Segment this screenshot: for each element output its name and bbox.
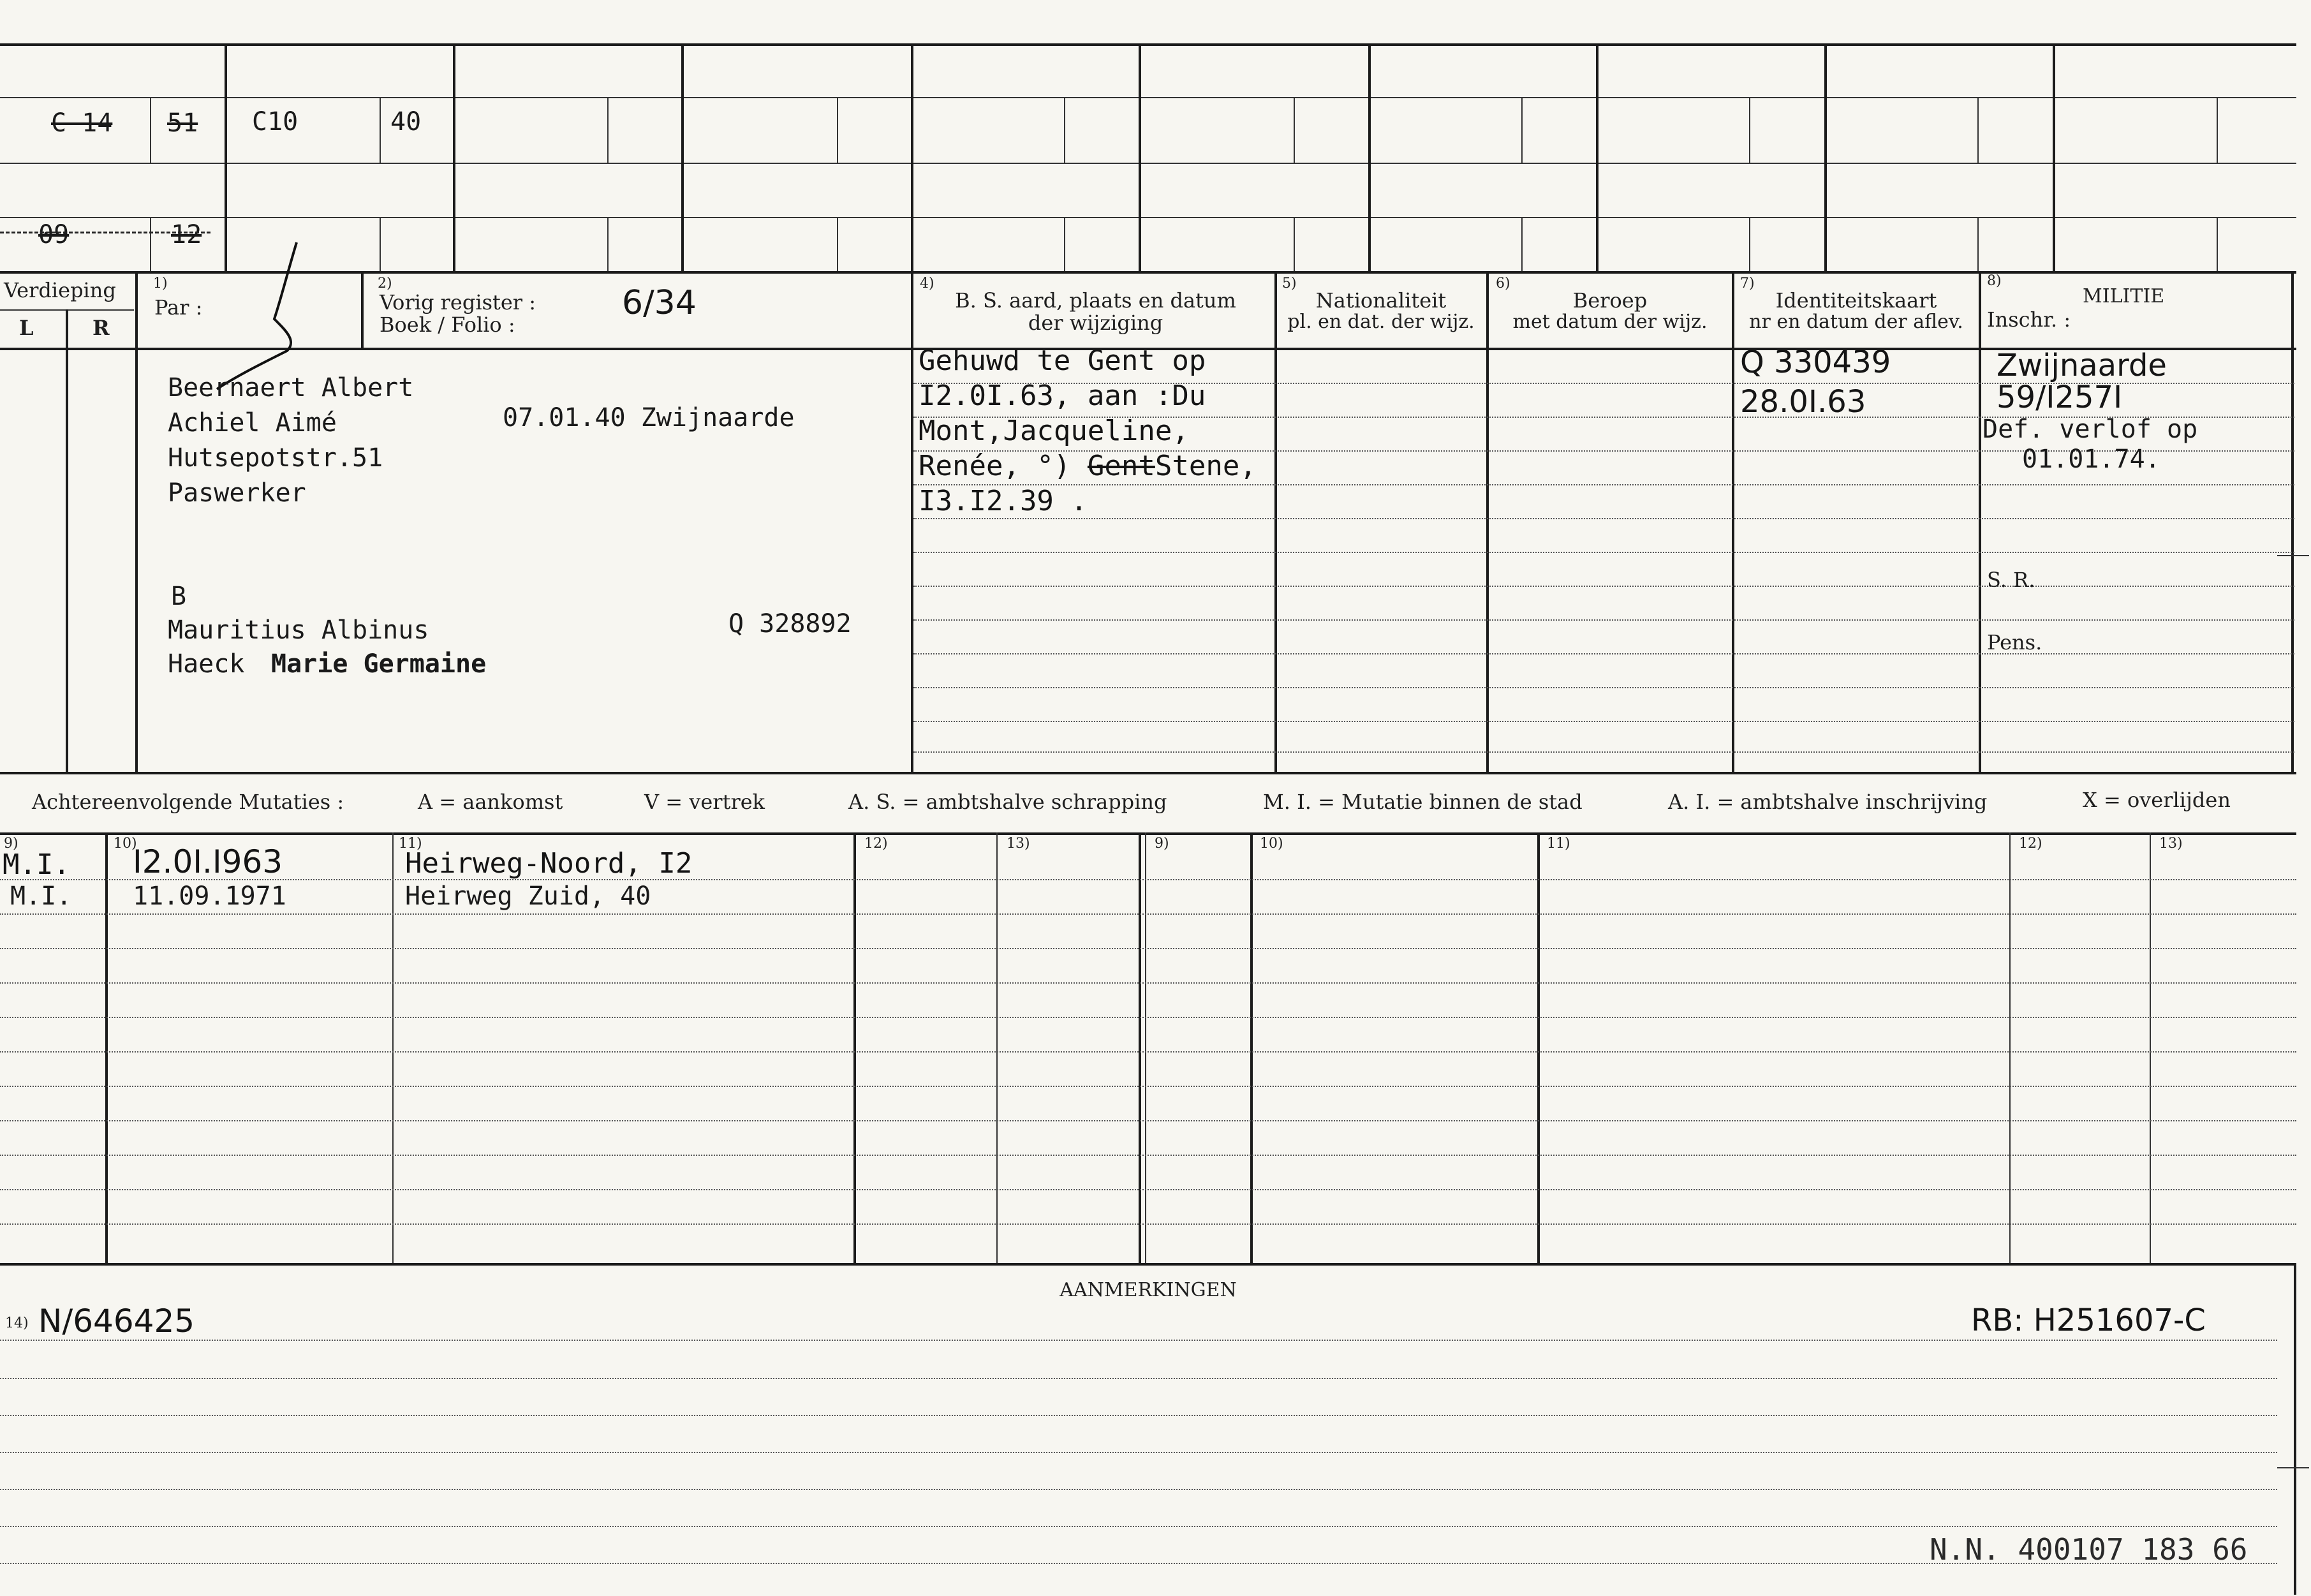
rule xyxy=(1749,97,1750,163)
rule xyxy=(0,948,2296,949)
rule xyxy=(1824,43,1827,271)
militie-header: MILITIE xyxy=(2083,285,2165,307)
rule xyxy=(1368,43,1371,271)
rule xyxy=(1139,43,1141,271)
rule xyxy=(913,518,2294,519)
id-card-number: Q 330439 xyxy=(1740,344,1891,380)
mutation-col-number: 13) xyxy=(2159,836,2183,852)
rule xyxy=(913,751,2294,753)
person-second-name: Achiel Aimé xyxy=(168,408,337,438)
rule xyxy=(2277,555,2309,556)
inschr-label: Inschr. : xyxy=(1987,307,2071,332)
rule xyxy=(0,1189,2296,1190)
col6-number: 6) xyxy=(1496,276,1510,292)
mutation-type: M.I. xyxy=(3,848,70,881)
rule xyxy=(0,1415,2277,1416)
mother-name: Marie Germaine xyxy=(271,649,487,679)
col8-number: 8) xyxy=(1987,273,2002,289)
rule xyxy=(0,1526,2277,1527)
rule xyxy=(380,97,381,163)
rule xyxy=(2150,832,2151,1263)
nationaliteit-header-line2: pl. en dat. der wijz. xyxy=(1287,311,1475,333)
rule xyxy=(1064,217,1065,271)
rule xyxy=(0,97,2296,98)
person-name: Beernaert Albert xyxy=(168,373,414,403)
civil-line-2: I2.0I.63, aan :Du xyxy=(919,380,1206,412)
rule xyxy=(1596,43,1599,271)
rule xyxy=(1486,271,1489,772)
rule xyxy=(911,43,913,271)
civil-line-4 xyxy=(919,450,1257,482)
rule xyxy=(837,217,838,271)
civil-line-4-struck: Gent xyxy=(1087,450,1155,482)
rule xyxy=(0,271,2296,274)
rule xyxy=(392,832,394,1263)
identiteitskaart-header-line1: Identiteitskaart xyxy=(1775,288,1937,313)
rule xyxy=(0,1378,2277,1379)
l-label: L xyxy=(19,316,34,340)
legend-as: A. S. = ambtshalve schrapping xyxy=(848,790,1167,814)
pens-label: Pens. xyxy=(1987,630,2042,654)
rule xyxy=(380,217,381,271)
mutation-date: 11.09.1971 xyxy=(133,882,286,911)
rule xyxy=(1749,217,1750,271)
top-cell-e: 09 xyxy=(38,220,70,249)
rule xyxy=(2053,43,2055,271)
mutation-col-number: 9) xyxy=(1155,836,1169,852)
hand-stroke-icon xyxy=(191,236,319,395)
father-id: Q 328892 xyxy=(728,609,852,639)
rule xyxy=(0,1263,2296,1266)
rule xyxy=(361,271,364,348)
mother-prefix: Haeck xyxy=(168,649,245,679)
civil-line-5: I3.I2.39 . xyxy=(919,485,1088,517)
rule xyxy=(0,982,2296,984)
militie-verlof: Def. verlof op xyxy=(1982,415,2198,444)
mutation-address: Heirweg-Noord, I2 xyxy=(405,847,693,880)
rule xyxy=(681,43,684,271)
mutation-col-number: 13) xyxy=(1007,836,1030,852)
rule xyxy=(913,687,2294,688)
civil-line-4-a: Renée, °) xyxy=(919,450,1088,482)
top-cell-b: 51 xyxy=(167,108,198,138)
rule xyxy=(0,1120,2296,1121)
rule xyxy=(150,97,151,163)
rule xyxy=(1145,832,1146,1263)
mutation-col-number: 10) xyxy=(1260,836,1283,852)
verdieping-label: Verdieping xyxy=(4,278,116,302)
rule xyxy=(0,1452,2277,1453)
rule xyxy=(105,832,108,1263)
remarks-left: N/646425 xyxy=(38,1303,195,1340)
person-birth: 07.01.40 Zwijnaarde xyxy=(503,403,795,432)
top-cell-d: 40 xyxy=(390,107,422,137)
bs-header-line1: B. S. aard, plaats en datum xyxy=(955,288,1236,313)
rule xyxy=(453,43,455,271)
rule xyxy=(911,271,913,772)
rule xyxy=(2217,97,2218,163)
rule xyxy=(0,1223,2296,1225)
rule xyxy=(2217,217,2218,271)
rule xyxy=(2294,1263,2296,1595)
rule xyxy=(0,879,2296,880)
rule xyxy=(135,271,138,772)
rule xyxy=(0,1340,2277,1341)
top-cell-a: C 14 xyxy=(51,108,113,138)
rule xyxy=(837,97,838,163)
rule xyxy=(607,217,609,271)
mutation-type: M.I. xyxy=(10,882,72,911)
rule xyxy=(1250,832,1253,1263)
legend-v: V = vertrek xyxy=(644,790,765,814)
mutation-col-number: 12) xyxy=(864,836,888,852)
rule xyxy=(1294,217,1295,271)
sr-label: S. R. xyxy=(1987,568,2035,592)
mutation-col-number: 11) xyxy=(399,836,422,852)
rule xyxy=(0,1086,2296,1087)
militie-place: Zwijnaarde xyxy=(1997,348,2167,383)
rule xyxy=(1537,832,1540,1263)
mutation-col-number: 10) xyxy=(114,836,137,852)
rule xyxy=(0,913,2296,915)
rule xyxy=(1521,217,1523,271)
rule xyxy=(913,619,2294,621)
remarks-number: 14) xyxy=(5,1315,29,1331)
mutation-date: I2.0I.I963 xyxy=(133,843,283,880)
col1-number: 1) xyxy=(153,276,168,292)
col5-number: 5) xyxy=(1282,276,1297,292)
legend-a: A = aankomst xyxy=(418,790,563,814)
mutation-address: Heirweg Zuid, 40 xyxy=(405,882,651,911)
militie-number: 59/I257I xyxy=(1997,380,2123,415)
civil-line-3: Mont,Jacqueline, xyxy=(919,415,1189,447)
r-label: R xyxy=(92,316,110,340)
rule xyxy=(1977,97,1979,163)
rule xyxy=(1274,271,1277,772)
top-cell-c: C10 xyxy=(252,107,299,137)
rule xyxy=(1064,97,1065,163)
rule xyxy=(996,832,998,1263)
col7-number: 7) xyxy=(1740,276,1755,292)
mutation-col-number: 12) xyxy=(2019,836,2042,852)
person-address: Hutsepotstr.51 xyxy=(168,443,383,473)
legend-title: Achtereenvolgende Mutaties : xyxy=(32,790,344,814)
rule xyxy=(1979,271,1981,772)
person-profession: Paswerker xyxy=(168,478,306,508)
rule xyxy=(1294,97,1295,163)
rule xyxy=(0,217,2296,218)
rule xyxy=(0,1155,2296,1156)
nationaliteit-header-line1: Nationaliteit xyxy=(1315,288,1447,313)
rule xyxy=(913,653,2294,654)
rule xyxy=(2009,832,2011,1263)
civil-line-1: Gehuwd te Gent op xyxy=(919,344,1206,377)
rule xyxy=(0,1489,2277,1490)
legend-mi: M. I. = Mutatie binnen de stad xyxy=(1263,790,1583,814)
par-label: Par : xyxy=(154,295,203,320)
father-name: Mauritius Albinus xyxy=(168,616,429,645)
militie-verlof-date: 01.01.74. xyxy=(2022,445,2160,474)
identiteitskaart-header-line2: nr en datum der aflev. xyxy=(1749,311,1963,333)
rule xyxy=(0,163,2296,164)
footer-nn: N.N. 400107 183 66 xyxy=(1930,1532,2248,1567)
rule xyxy=(1139,832,1141,1263)
remarks-title: AANMERKINGEN xyxy=(1060,1279,1237,1301)
rule xyxy=(913,552,2294,553)
mutation-col-number: 11) xyxy=(1547,836,1570,852)
rule xyxy=(853,832,856,1263)
legend-x: X = overlijden xyxy=(2083,788,2231,812)
bs-header-line2: der wijziging xyxy=(1028,311,1163,335)
rule xyxy=(0,772,2296,774)
strike-dash xyxy=(0,232,210,233)
rule xyxy=(0,43,2296,46)
vorig-register-label: Vorig register : xyxy=(380,290,536,314)
boek-folio-label: Boek / Folio : xyxy=(380,313,515,337)
remarks-right: RB: H251607-C xyxy=(1971,1303,2206,1338)
rule xyxy=(0,1051,2296,1053)
rule xyxy=(150,217,151,271)
rule xyxy=(0,832,2296,835)
rule xyxy=(66,309,68,772)
civil-line-4-b: Stene, xyxy=(1155,450,1257,482)
rule xyxy=(2291,271,2294,772)
col4-number: 4) xyxy=(920,276,934,292)
rule xyxy=(1521,97,1523,163)
rule xyxy=(2277,1467,2309,1468)
boek-folio-value: 6/34 xyxy=(622,284,697,322)
beroep-header-line2: met datum der wijz. xyxy=(1512,311,1708,333)
id-card-date: 28.0I.63 xyxy=(1740,384,1866,420)
rule xyxy=(0,1017,2296,1018)
rule xyxy=(913,586,2294,587)
top-cell-f: 12 xyxy=(171,220,202,249)
person-mark-b: B xyxy=(171,582,187,611)
rule xyxy=(913,484,2294,485)
rule xyxy=(1977,217,1979,271)
rule xyxy=(607,97,609,163)
col2-number: 2) xyxy=(378,276,392,292)
beroep-header-line1: Beroep xyxy=(1572,288,1648,313)
legend-ai: A. I. = ambtshalve inschrijving xyxy=(1668,790,1988,814)
rule xyxy=(1732,271,1734,772)
mutation-col-number: 9) xyxy=(4,836,18,852)
rule xyxy=(913,721,2294,722)
